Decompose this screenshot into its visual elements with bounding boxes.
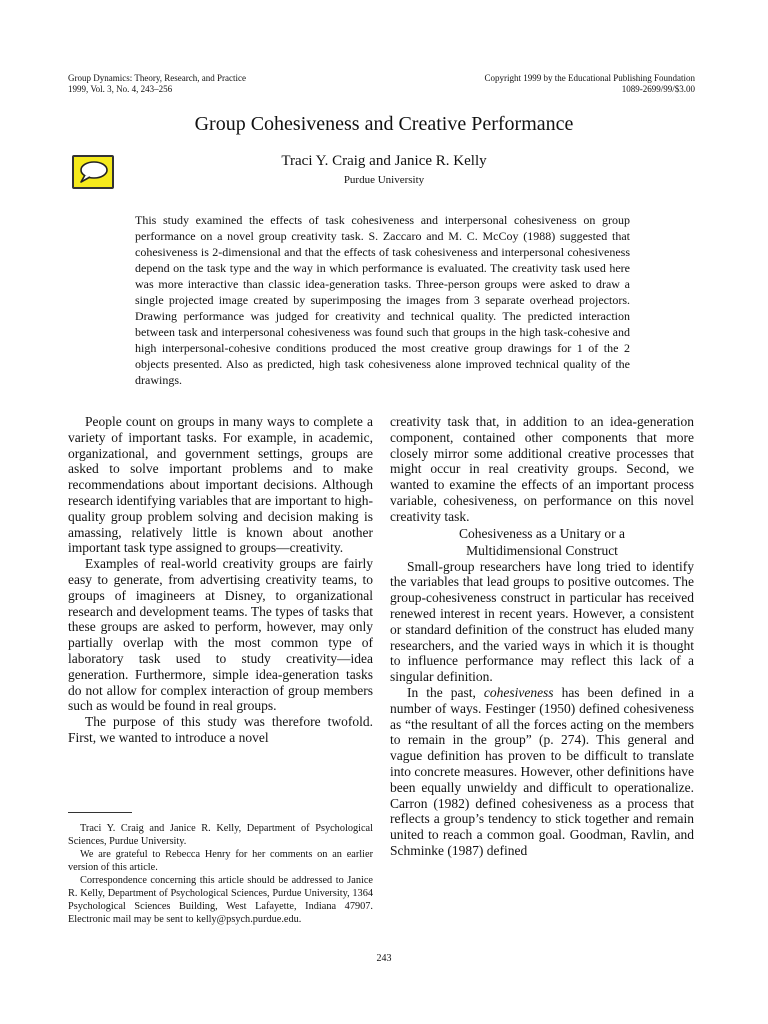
footnote: Traci Y. Craig and Janice R. Kelly, Department of Psychological Sciences, Purdue University. [68,823,373,847]
paragraph: Examples of real-world creativity groups are fairly easy to generate, from advertising creativity teams, to groups of imagineers at Disney, to organizational research and development teams. The types of tasks that these groups are asked to perform, however, may only partially overlap with the most common type of laboratory task used to study creativity—idea generation. Furthermore, simple idea-generation tasks do not allow for complex interaction of group members such as would be found in real groups. [68,556,373,714]
author-names: Traci Y. Craig and Janice R. Kelly [281,153,487,169]
copyright-line: Copyright 1999 by the Educational Publishing Foundation [484,73,695,83]
abstract: This study examined the effects of task cohesiveness and interpersonal cohesiveness on group performance on a novel group creativity task. S. Zaccaro and M. C. McCoy (1988) suggested that cohesiveness is 2-dimensional and that the effects of task cohesiveness and interpersonal cohesiveness depend on the task type and the way in which performance is evaluated. The creativity task used here was more interactive than classic idea-generation tasks. Three-person groups were asked to draw a single projected image created by superimposing the images from 3 separate overhead projectors. Drawing performance was judged for creativity and technical quality. The predicted interaction between task and interpersonal cohesiveness was found such that groups in the high task-cohesive and high interpersonal-cohesive conditions produced the most creative group drawings for 1 of the 2 objects presented. Also as predicted, high task cohesiveness alone improved technical quality of the drawings. [135,213,630,387]
footnote: Correspondence concerning this article should be addressed to Janice R. Kelly, Department of Psychological Sciences, Purdue University, 1364 Psychological Sciences Building, West Lafayette, Indiana 47907. Electronic mail may be sent to kelly@psych.purdue.edu. [68,875,373,925]
body-column-left [68,414,373,746]
footnote-divider [68,812,132,813]
journal-name: Group Dynamics: Theory, Research, and Practice [68,73,246,83]
body-column-right [390,414,694,859]
paragraph [390,685,694,859]
page-number: 243 [376,953,392,964]
italic-term: cohesiveness [483,684,554,700]
issn-price: 1089-2699/99/$3.00 [621,84,695,94]
affiliation: Purdue University [343,174,425,186]
copyright-notice [485,73,696,95]
text-run: has been defined in a number of ways. Festinger (1950) defined cohesiveness as “the resultant of all the forces acting on the members to remain in the group” (p. 274). This general and vague definition has proven to be difficult to translate into concrete measures. However, other definitions have been equally unwieldy and difficult to operationalize. Carron (1982) defined cohesiveness as a process that reflects a group’s tendency to stick together and remain united to reach a common goal. Goodman, Ravlin, and Schminke (1987) defined [390,684,694,858]
section-heading [390,525,694,559]
paper-title: Group Cohesiveness and Creative Performance [194,113,574,135]
section-heading-line: Multidimensional Construct [466,542,618,558]
footnotes [68,822,373,926]
journal-citation [68,73,246,95]
section-heading-line: Cohesiveness as a Unitary or a [458,525,626,541]
text-run: In the past, [407,684,484,700]
footnote: We are grateful to Rebecca Henry for her comments on an earlier version of this article. [68,849,373,873]
paragraph: People count on groups in many ways to complete a variety of important tasks. For example, in academic, organizational, and government settings, groups are asked to solve important problems and to make recommendations about important decisions. Although research identifying variables that are important to high-quality group problem solving and decision making is amassing, relatively little is known about another important task type assigned to groups—creativity. [68,414,373,556]
paragraph: Small-group researchers have long tried to identify the variables that lead groups to positive outcomes. The group-cohesiveness construct in particular has received renewed interest in recent years. However, a consistent or standard definition of the construct has eluded many researchers, and the varied ways in which it is thought to influence performance may reflect this lack of a singular definition. [390,558,694,685]
journal-volume: 1999, Vol. 3, No. 4, 243–256 [68,84,173,94]
paragraph: The purpose of this study was therefore twofold. First, we wanted to introduce a novel [68,714,373,745]
paragraph: creativity task that, in addition to an idea-generation component, contained other components that more closely mirror some additional creative processes that might occur in real creativity groups. Second, we wanted to examine the effects of an important process variable, cohesiveness, on performance on this novel creativity task. [390,414,694,524]
